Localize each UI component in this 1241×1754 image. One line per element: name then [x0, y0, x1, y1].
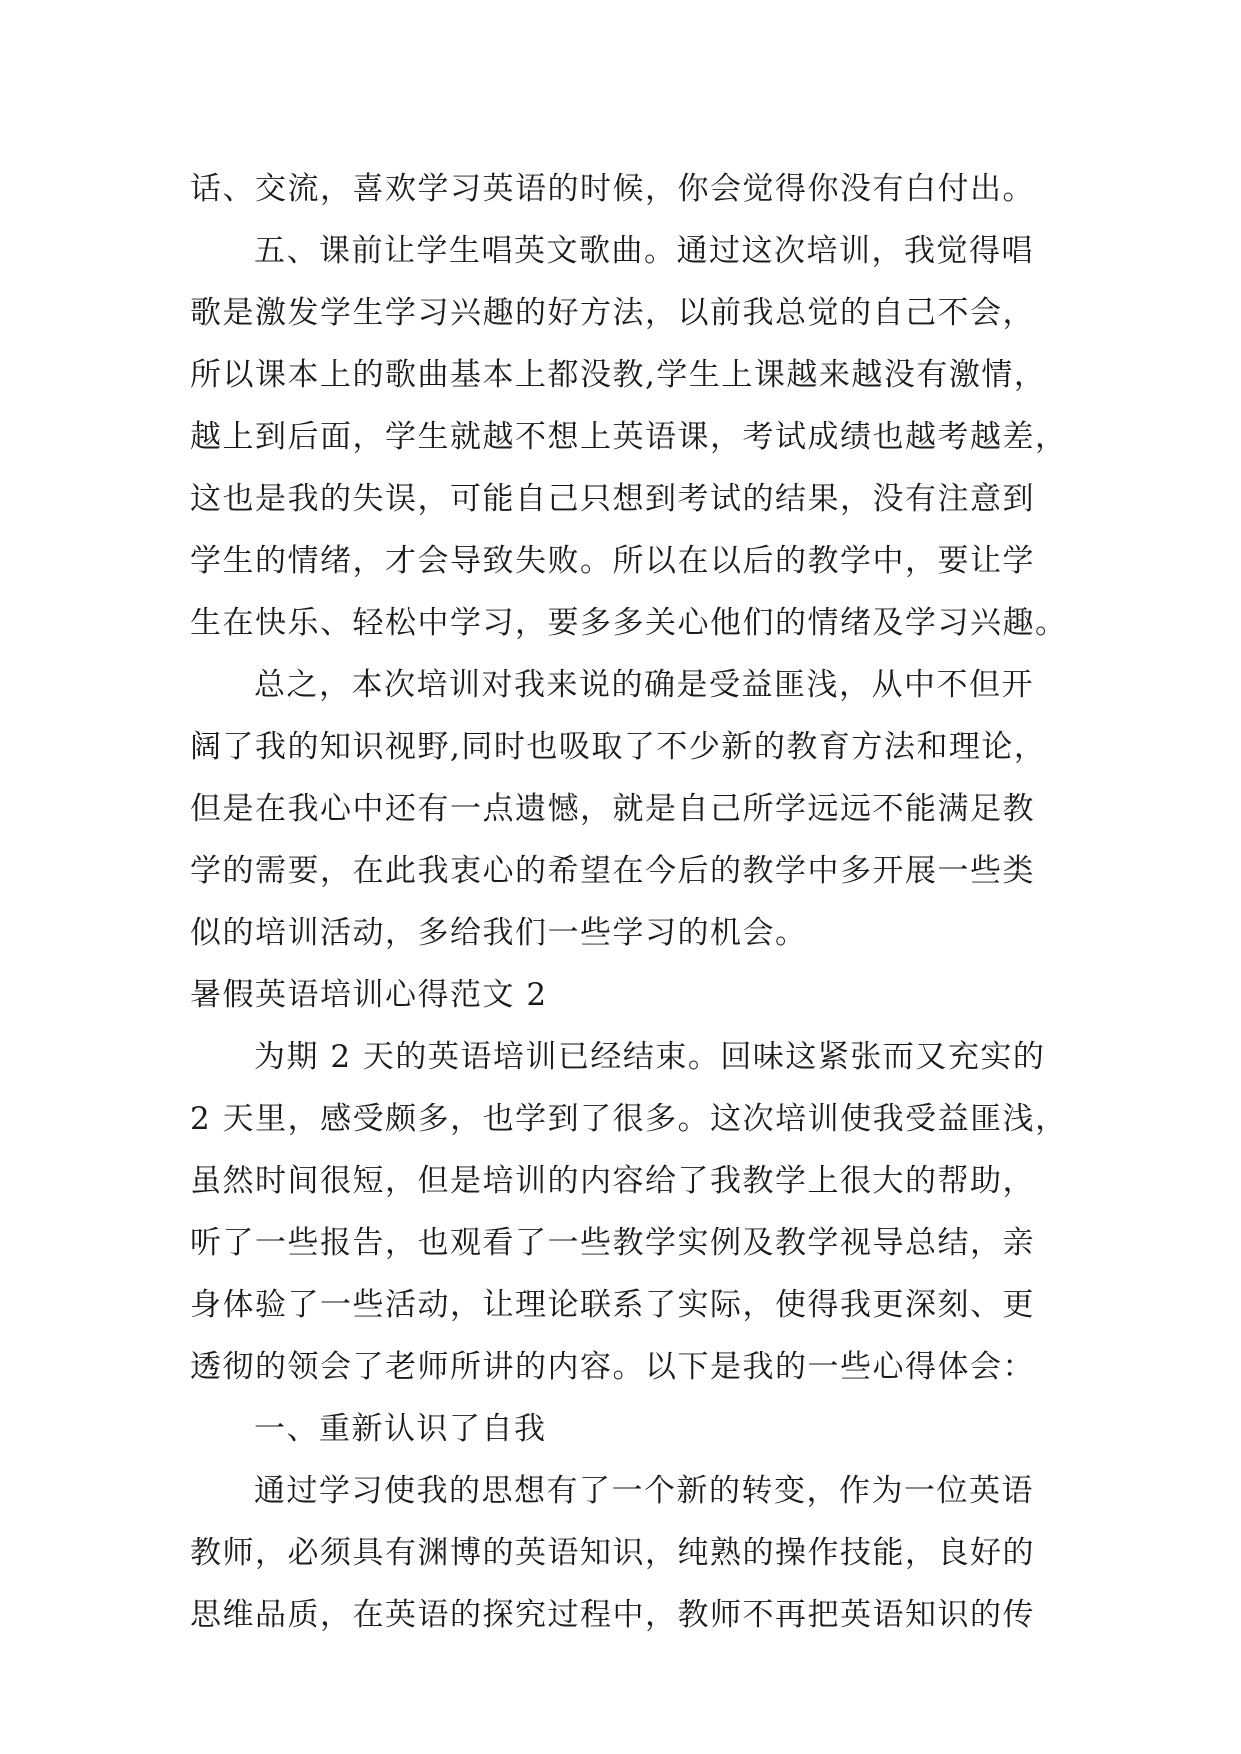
text-line: 学的需要，在此我衷心的希望在今后的教学中多开展一些类 [190, 853, 1035, 889]
subsection-heading: 一、重新认识了自我 [254, 1411, 547, 1447]
section-heading: 暑假英语培训心得范文 2 [190, 977, 548, 1013]
document-body [190, 158, 1068, 1646]
text-line: 教师，必须具有渊博的英语知识，纯熟的操作技能，良好的 [190, 1535, 1035, 1571]
text-line: 虽然时间很短，但是培训的内容给了我教学上很大的帮助， [190, 1163, 1035, 1199]
text-line: 这也是我的失误，可能自己只想到考试的结果，没有注意到 [190, 481, 1035, 517]
text-line: 生在快乐、轻松中学习，要多多关心他们的情绪及学习兴趣。 [190, 605, 1068, 641]
text-line: 但是在我心中还有一点遗憾，就是自己所学远远不能满足教 [190, 791, 1035, 827]
text-line: 似的培训活动，多给我们一些学习的机会。 [190, 915, 808, 951]
text-line: 透彻的领会了老师所讲的内容。以下是我的一些心得体会： [190, 1349, 1035, 1385]
text-line: 越上到后面，学生就越不想上英语课，考试成绩也越考越差， [190, 419, 1068, 455]
text-line: 五、课前让学生唱英文歌曲。通过这次培训，我觉得唱 [254, 233, 1034, 269]
text-line: 思维品质，在英语的探究过程中，教师不再把英语知识的传 [190, 1597, 1035, 1633]
text-line: 阔了我的知识视野,同时也吸取了不少新的教育方法和理论， [190, 729, 1047, 765]
text-line: 通过学习使我的思想有了一个新的转变，作为一位英语 [254, 1473, 1034, 1509]
text-line: 总之，本次培训对我来说的确是受益匪浅，从中不但开 [254, 667, 1034, 703]
text-line: 学生的情绪，才会导致失败。所以在以后的教学中，要让学 [190, 543, 1035, 579]
text-line: 2 天里，感受颇多，也学到了很多。这次培训使我受益匪浅， [190, 1101, 1068, 1137]
text-line: 话、交流，喜欢学习英语的时候，你会觉得你没有白付出。 [190, 171, 1035, 207]
text-line: 歌是激发学生学习兴趣的好方法，以前我总觉的自己不会， [190, 295, 1035, 331]
text-line: 身体验了一些活动，让理论联系了实际，使得我更深刻、更 [190, 1287, 1035, 1323]
text-line: 所以课本上的歌曲基本上都没教,学生上课越来越没有激情， [190, 357, 1047, 393]
text-line: 为期 2 天的英语培训已经结束。回味这紧张而又充实的 [254, 1039, 1046, 1075]
text-line: 听了一些报告，也观看了一些教学实例及教学视导总结，亲 [190, 1225, 1035, 1261]
